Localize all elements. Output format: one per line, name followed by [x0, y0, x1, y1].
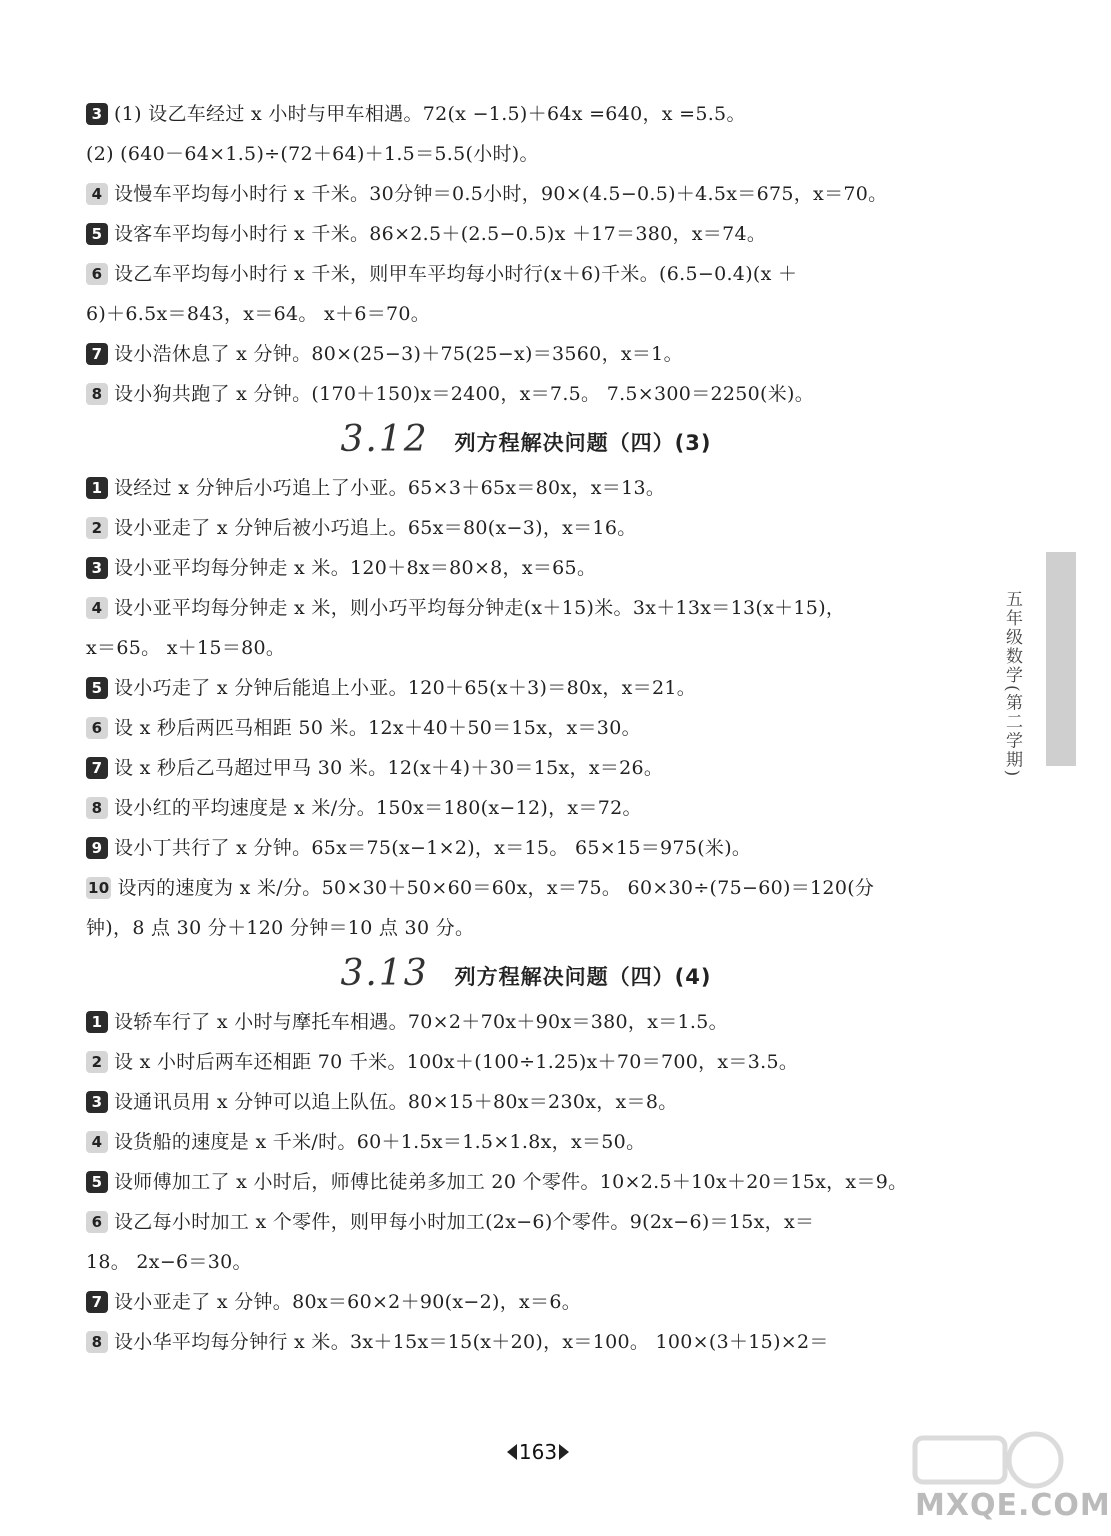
- answer-item: [86, 754, 966, 782]
- watermark-text: MXQE.COM: [915, 1488, 1111, 1523]
- answer-text: 设小浩休息了 x 分钟。80×(25−3)＋75(25−x)＝3560，x＝1。: [114, 343, 683, 365]
- answer-text: 设小狗共跑了 x 分钟。(170＋150)x＝2400，x＝7.5。 7.5×300＝2250(米)。: [114, 383, 815, 405]
- answer-text: 设师傅加工了 x 小时后，师傅比徒弟多加工 20 个零件。10×2.5＋10x＋20＝15x，x＝9。: [114, 1171, 908, 1193]
- answer-item: [86, 834, 966, 862]
- answer-continuation: [86, 140, 966, 168]
- answer-text: 设小亚走了 x 分钟。80x＝60×2＋90(x−2)，x＝6。: [114, 1291, 582, 1313]
- item-number-badge: 6: [86, 1211, 108, 1233]
- answer-item: [86, 100, 966, 128]
- answer-item: [86, 594, 966, 622]
- item-number-badge: 4: [86, 183, 108, 205]
- answer-item: [86, 260, 966, 288]
- answer-continuation: [86, 300, 966, 328]
- answer-continuation: [86, 1248, 966, 1276]
- answer-item: [86, 380, 966, 408]
- answer-text: 设 x 秒后乙马超过甲马 30 米。12(x＋4)＋30＝15x，x＝26。: [114, 757, 664, 779]
- item-number-badge: 2: [86, 1051, 108, 1073]
- answer-item: [86, 554, 966, 582]
- answer-item: [86, 1168, 966, 1196]
- answer-text: 设货船的速度是 x 千米/时。60＋1.5x＝1.5×1.8x，x＝50。: [114, 1131, 646, 1153]
- item-number-badge: 8: [86, 383, 108, 405]
- answer-text: 18。 2x−6＝30。: [86, 1251, 252, 1273]
- answer-item: [86, 220, 966, 248]
- answer-text: 设客车平均每小时行 x 千米。86×2.5＋(2.5−0.5)x ＋17＝380，x＝74。: [114, 223, 767, 245]
- answer-continuation: [86, 914, 966, 942]
- item-number-badge: 3: [86, 557, 108, 579]
- answer-item: [86, 1208, 966, 1236]
- answer-item: [86, 180, 966, 208]
- answer-text: 设小亚走了 x 分钟后被小巧追上。65x＝80(x−3)，x＝16。: [114, 517, 637, 539]
- answer-text: 设经过 x 分钟后小巧追上了小亚。65×3＋65x＝80x，x＝13。: [114, 477, 666, 499]
- item-number-badge: 8: [86, 797, 108, 819]
- section-title: 列方程解决问题（四）(4): [454, 965, 712, 989]
- section-number: 3.12: [340, 419, 429, 460]
- section-number: 3.13: [340, 953, 429, 994]
- answer-text: 设小丁共行了 x 分钟。65x＝75(x−1×2)，x＝15。 65×15＝975(米)。: [114, 837, 752, 859]
- item-number-badge: 3: [86, 103, 108, 125]
- answer-item: [86, 1128, 966, 1156]
- answer-text: 钟)，8 点 30 分＋120 分钟＝10 点 30 分。: [86, 917, 475, 939]
- answer-item: [86, 514, 966, 542]
- answer-block-3-12: [86, 474, 966, 942]
- answer-item: [86, 674, 966, 702]
- answer-text: 6)＋6.5x＝843，x＝64。 x＋6＝70。: [86, 303, 431, 325]
- item-number-badge: 10: [88, 879, 110, 897]
- answer-text: 设小华平均每分钟行 x 米。3x＋15x＝15(x＋20)，x＝100。 100×(3＋15)×2＝: [114, 1331, 829, 1353]
- item-number-badge: 7: [86, 757, 108, 779]
- answer-text: 设小亚平均每分钟走 x 米。120＋8x＝80×8，x＝65。: [114, 557, 597, 579]
- answer-item: [86, 1008, 966, 1036]
- answer-item: [86, 1088, 966, 1116]
- item-number-badge: 1: [86, 477, 108, 499]
- section-header-3-12: [86, 420, 966, 460]
- answer-text: 设乙每小时加工 x 个零件，则甲每小时加工(2x−6)个零件。9(2x−6)＝15x，x＝: [114, 1211, 815, 1233]
- item-number-badge: 6: [86, 717, 108, 739]
- item-number-badge: 9: [86, 837, 108, 859]
- item-number-badge: 5: [86, 1171, 108, 1193]
- item-number-badge: 4: [86, 1131, 108, 1153]
- answer-text: x＝65。 x＋15＝80。: [86, 637, 286, 659]
- answer-text: 设通讯员用 x 分钟可以追上队伍。80×15＋80x＝230x，x＝8。: [114, 1091, 678, 1113]
- side-tab: [1046, 552, 1076, 766]
- answer-text: 设小亚平均每分钟走 x 米，则小巧平均每分钟走(x＋15)米。3x＋13x＝13(x＋15)，: [114, 597, 846, 619]
- answer-item: [86, 1048, 966, 1076]
- right-arrow-icon: [559, 1444, 569, 1460]
- item-number-badge: 1: [86, 1011, 108, 1033]
- item-number-badge: 4: [86, 597, 108, 619]
- item-number-badge: 7: [86, 1291, 108, 1313]
- item-number-badge: 5: [86, 677, 108, 699]
- answer-item: [86, 1328, 966, 1356]
- item-number-badge: 2: [86, 517, 108, 539]
- answer-text: 设小巧走了 x 分钟后能追上小亚。120＋65(x＋3)＝80x，x＝21。: [114, 677, 697, 699]
- answer-item: [86, 1288, 966, 1316]
- answer-block-top: [86, 100, 966, 408]
- answer-item: [86, 474, 966, 502]
- answer-content: [86, 100, 966, 1368]
- answer-item: [86, 340, 966, 368]
- answer-text: 设 x 秒后两匹马相距 50 米。12x＋40＋50＝15x，x＝30。: [114, 717, 641, 739]
- item-number-badge: 7: [86, 343, 108, 365]
- item-number-badge: 3: [86, 1091, 108, 1113]
- left-arrow-icon: [507, 1444, 517, 1460]
- side-label: 五年级数学(第二学期): [1002, 590, 1022, 779]
- answer-text: 设小红的平均速度是 x 米/分。150x＝180(x−12)，x＝72。: [114, 797, 642, 819]
- answer-text: 设轿车行了 x 小时与摩托车相遇。70×2＋70x＋90x＝380，x＝1.5。: [114, 1011, 728, 1033]
- answer-item: [86, 874, 966, 902]
- section-title: 列方程解决问题（四）(3): [454, 431, 712, 455]
- answer-item: [86, 794, 966, 822]
- answer-item: [86, 714, 966, 742]
- item-number-badge: 8: [86, 1331, 108, 1353]
- answer-text: (1) 设乙车经过 x 小时与甲车相遇。72(x −1.5)＋64x =640，x =5.5。: [114, 103, 746, 125]
- answer-text: (2) (640－64×1.5)÷(72＋64)＋1.5＝5.5(小时)。: [86, 143, 539, 165]
- item-number-badge: 6: [86, 263, 108, 285]
- answer-block-3-13: [86, 1008, 966, 1356]
- answer-text: 设 x 小时后两车还相距 70 千米。100x＋(100÷1.25)x＋70＝700，x＝3.5。: [114, 1051, 799, 1073]
- answer-text: 设丙的速度为 x 米/分。50×30＋50×60＝60x，x＝75。 60×30÷(75−60)＝120(分: [117, 877, 875, 899]
- answer-continuation: [86, 634, 966, 662]
- answer-text: 设慢车平均每小时行 x 千米。30分钟＝0.5小时，90×(4.5−0.5)＋4.5x＝675，x＝70。: [114, 183, 888, 205]
- item-number-badge: 5: [86, 223, 108, 245]
- page-number-value: 163: [518, 1440, 558, 1464]
- section-header-3-13: [86, 954, 966, 994]
- answer-text: 设乙车平均每小时行 x 千米，则甲车平均每小时行(x＋6)千米。(6.5−0.4)(x ＋: [114, 263, 798, 285]
